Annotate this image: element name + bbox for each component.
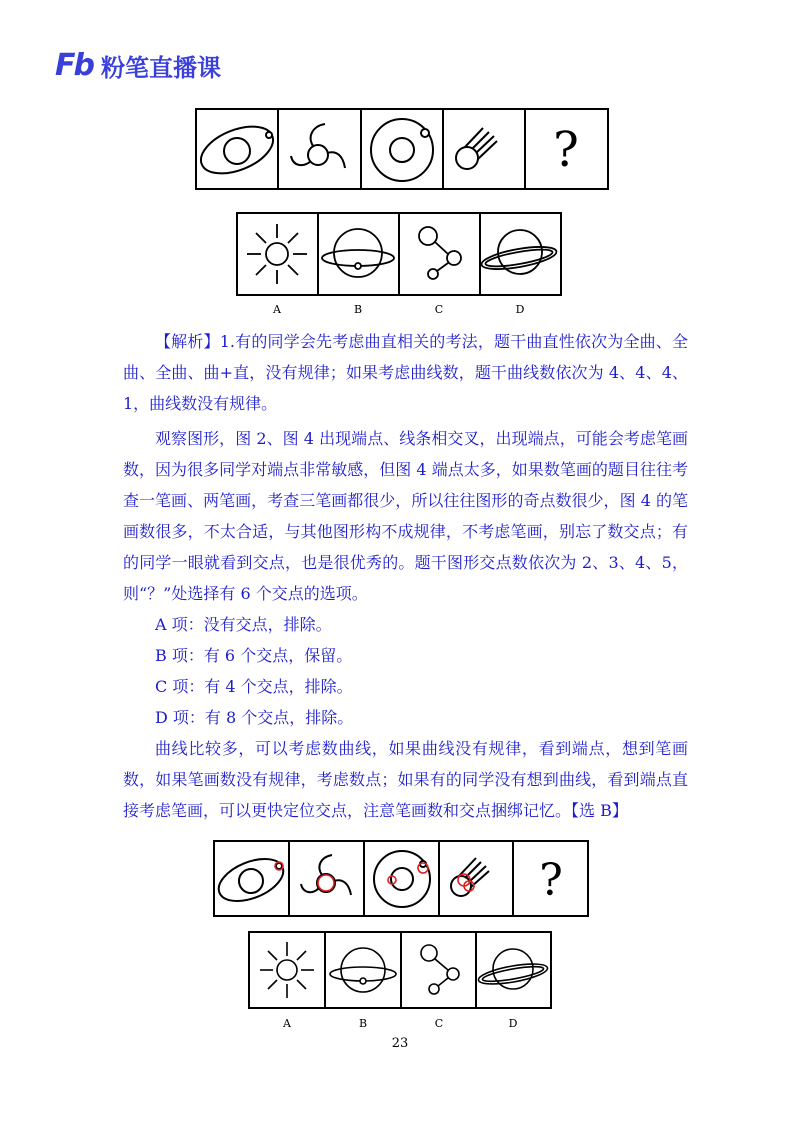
annotated-figure-1: [213, 851, 289, 910]
option-label-a: A: [273, 303, 281, 316]
question-figure-1: [195, 117, 280, 183]
option-d-figure: [480, 230, 558, 274]
option-b-figure: [322, 229, 394, 277]
logo-text: 粉笔直播课: [100, 53, 221, 82]
page-number: 23: [391, 1036, 409, 1051]
question-figure-3: [371, 119, 433, 181]
analysis-paragraph-2: 观察图形，图 2、图 4 出现端点、线条相交叉，出现端点，可能会考虑笔画数，因为很多同学对端点非常敏感，但图 4 端点太多，如果数笔画的题目往往考查一笔画、两笔画，考查三笔画都很少，所以往往图形的奇点数很少，图 4 的笔画数很多，不太合适，与其他图形构不成规律，不考虑笔画，别忘了数交点；有的同学一眼就看到交点，也是很优秀的。题干图形交点数依次为 2、3、4、5，则“？”处选择有 6 个交点的选项。: [123, 429, 688, 603]
annotated-label-d: D: [508, 1017, 518, 1030]
option-c-figure: [419, 227, 461, 279]
option-label-c: C: [434, 303, 444, 316]
annotated-label-b: B: [358, 1017, 368, 1030]
option-label-b: B: [353, 303, 363, 316]
question-figure-4: [456, 128, 497, 169]
logo-mark: Fb: [55, 47, 93, 83]
question-row-frame-annotated: [214, 841, 588, 916]
annotated-option-a: [260, 942, 314, 998]
annotated-label-a: A: [283, 1017, 291, 1030]
option-a-figure: [247, 224, 307, 284]
fenbi-logo: [55, 48, 221, 82]
annotated-label-c: C: [434, 1017, 444, 1030]
option-label-d: D: [515, 303, 525, 316]
question-figure-bottom: [213, 840, 591, 1035]
annotated-option-c: [421, 945, 459, 994]
analysis-paragraph-3: 曲线比较多，可以考虑数曲线，如果曲线没有规律，看到端点，想到笔画数，如果笔画数没有规律，考虑数点；如果有的同学没有想到曲线，看到端点直接考虑笔画，可以更快定位交点，注意笔画数和交点捆绑记忆。【选 B】: [123, 739, 688, 820]
annotated-option-b: [330, 948, 396, 992]
annotated-question-mark: ?: [539, 855, 563, 906]
question-figure-top: [195, 108, 610, 320]
option-c-analysis: C 项：有 4 个交点，排除。: [155, 677, 353, 696]
option-d-analysis: D 项：有 8 个交点，排除。: [155, 708, 354, 727]
annotated-option-d: [477, 949, 549, 989]
annotated-figure-3: [374, 851, 430, 907]
question-row-frame: [196, 109, 608, 189]
option-b-analysis: B 项：有 6 个交点，保留。: [155, 646, 353, 665]
analysis-text: [123, 326, 688, 826]
question-figure-2: [291, 124, 345, 168]
intersection-highlight: [318, 875, 334, 891]
option-a-analysis: A 项：没有交点，排除。: [155, 615, 332, 634]
analysis-paragraph-1: 【解析】1.有的同学会先考虑曲直相关的考法，题干曲直性依次为全曲、全曲、全曲、曲+直，没有规律；如果考虑曲线数，题干曲线数依次为 4、4、4、1，曲线数没有规律。: [123, 332, 688, 413]
question-mark: ?: [553, 122, 579, 178]
